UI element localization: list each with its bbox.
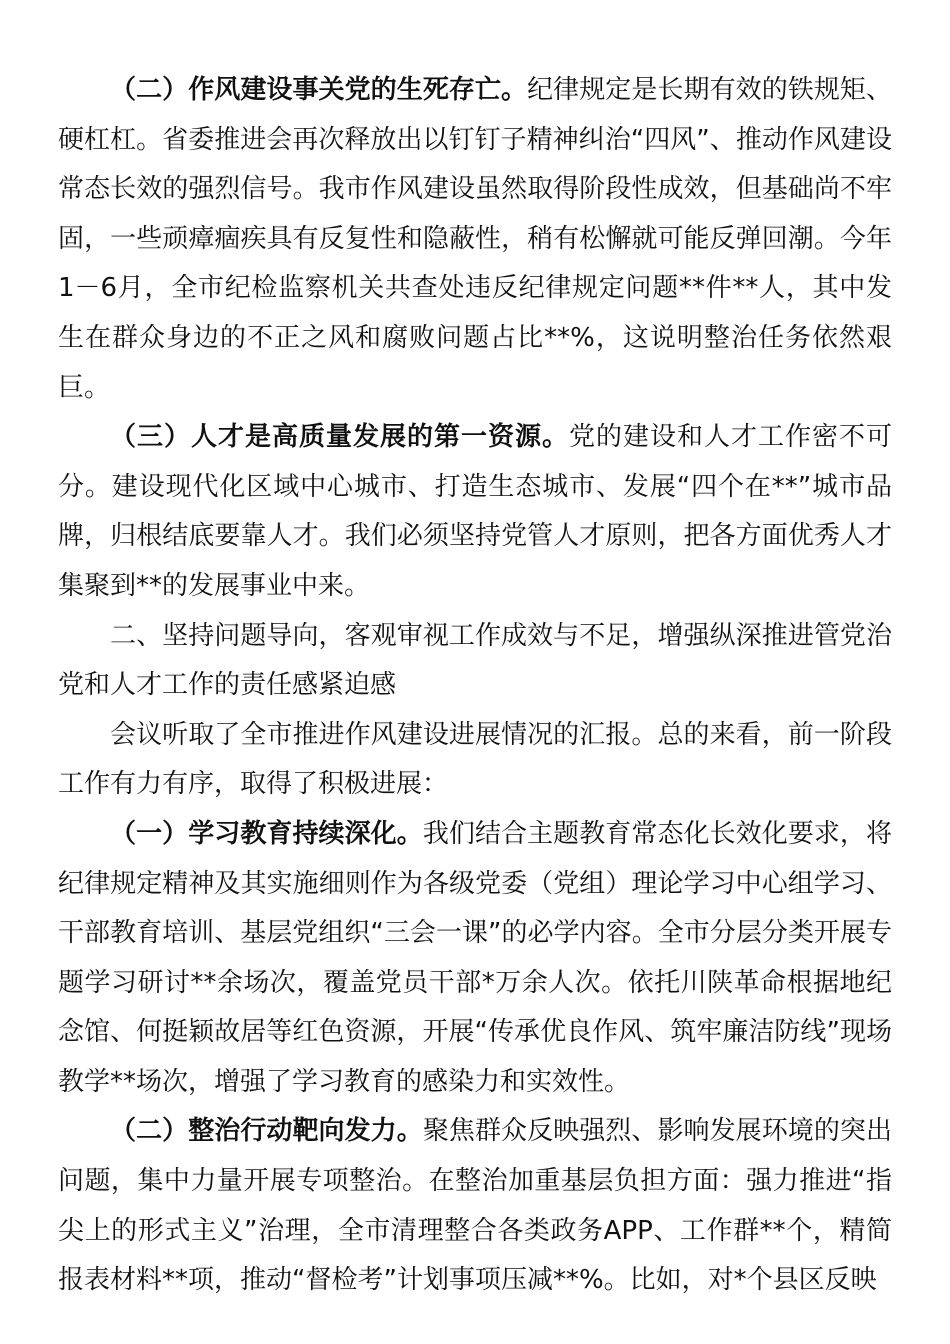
paragraph-body: 会议听取了全市推进作风建设进展情况的汇报。总的来看，前一阶段工作有力有序，取得了积极进展： <box>58 719 892 800</box>
paragraph-body: 我们结合主题教育常态化长效化要求，将纪律规定精神及其实施细则作为各级党委（党组）理论学习中心组学习、干部教育培训、基层党组织“三会一课”的必学内容。全市分层分类开展专题学习研讨**余场次，覆盖党员干部*万余人次。依托川陕革命根据地纪念馆、何挺颖故居等红色资源，开展“传承优良作风、筑牢廉洁防线”现场教学**场次，增强了学习教育的感染力和实效性。 <box>58 818 892 1097</box>
document-page <box>58 66 892 1306</box>
paragraph-body: 纪律规定是长期有效的铁规矩、硬杠杠。省委推进会再次释放出以钉钉子精神纠治“四风”、推动作风建设常态长效的强烈信号。我市作风建设虽然取得阶段性成效，但基础尚不牢固，一些顽瘴痼疾具有反复性和隐蔽性，稍有松懈就可能反弹回潮。今年1－6月，全市纪检监察机关共查处违反纪律规定问题**件**人，其中发生在群众身边的不正之风和腐败问题占比**%，这说明整治任务依然艰巨。 <box>58 75 892 403</box>
paragraph-heading: （二）作风建设事关党的生死存亡。 <box>110 75 528 105</box>
section-heading-two <box>58 612 892 711</box>
paragraph-heading: （二）整治行动靶向发力。 <box>110 1116 423 1147</box>
paragraph-heading: （一）学习教育持续深化。 <box>110 818 423 849</box>
paragraph-talent <box>58 413 892 611</box>
paragraph-heading: （三）人才是高质量发展的第一资源。 <box>110 422 569 453</box>
paragraph-rectification <box>58 1107 892 1305</box>
paragraph-meeting-summary <box>58 711 892 810</box>
paragraph-body: 党的建设和人才工作密不可分。建设现代化区域中心城市、打造生态城市、发展“四个在**”城市品牌，归根结底要靠人才。我们必须坚持党管人才原则，把各方面优秀人才集聚到**的发展事业中来。 <box>58 422 892 601</box>
paragraph-learning-education <box>58 810 892 1108</box>
paragraph-body: 聚焦群众反映强烈、影响发展环境的突出问题，集中力量开展专项整治。在整治加重基层负担方面：强力推进“指尖上的形式主义”治理，全市清理整合各类政务APP、工作群**个，精简报表材料**项，推动“督检考”计划事项压减**%。比如，对*个县区反映 <box>58 1116 892 1296</box>
paragraph-style-building <box>58 66 892 413</box>
section-heading-text: 二、坚持问题导向，客观审视工作成效与不足，增强纵深推进管党治党和人才工作的责任感紧迫感 <box>58 620 892 701</box>
